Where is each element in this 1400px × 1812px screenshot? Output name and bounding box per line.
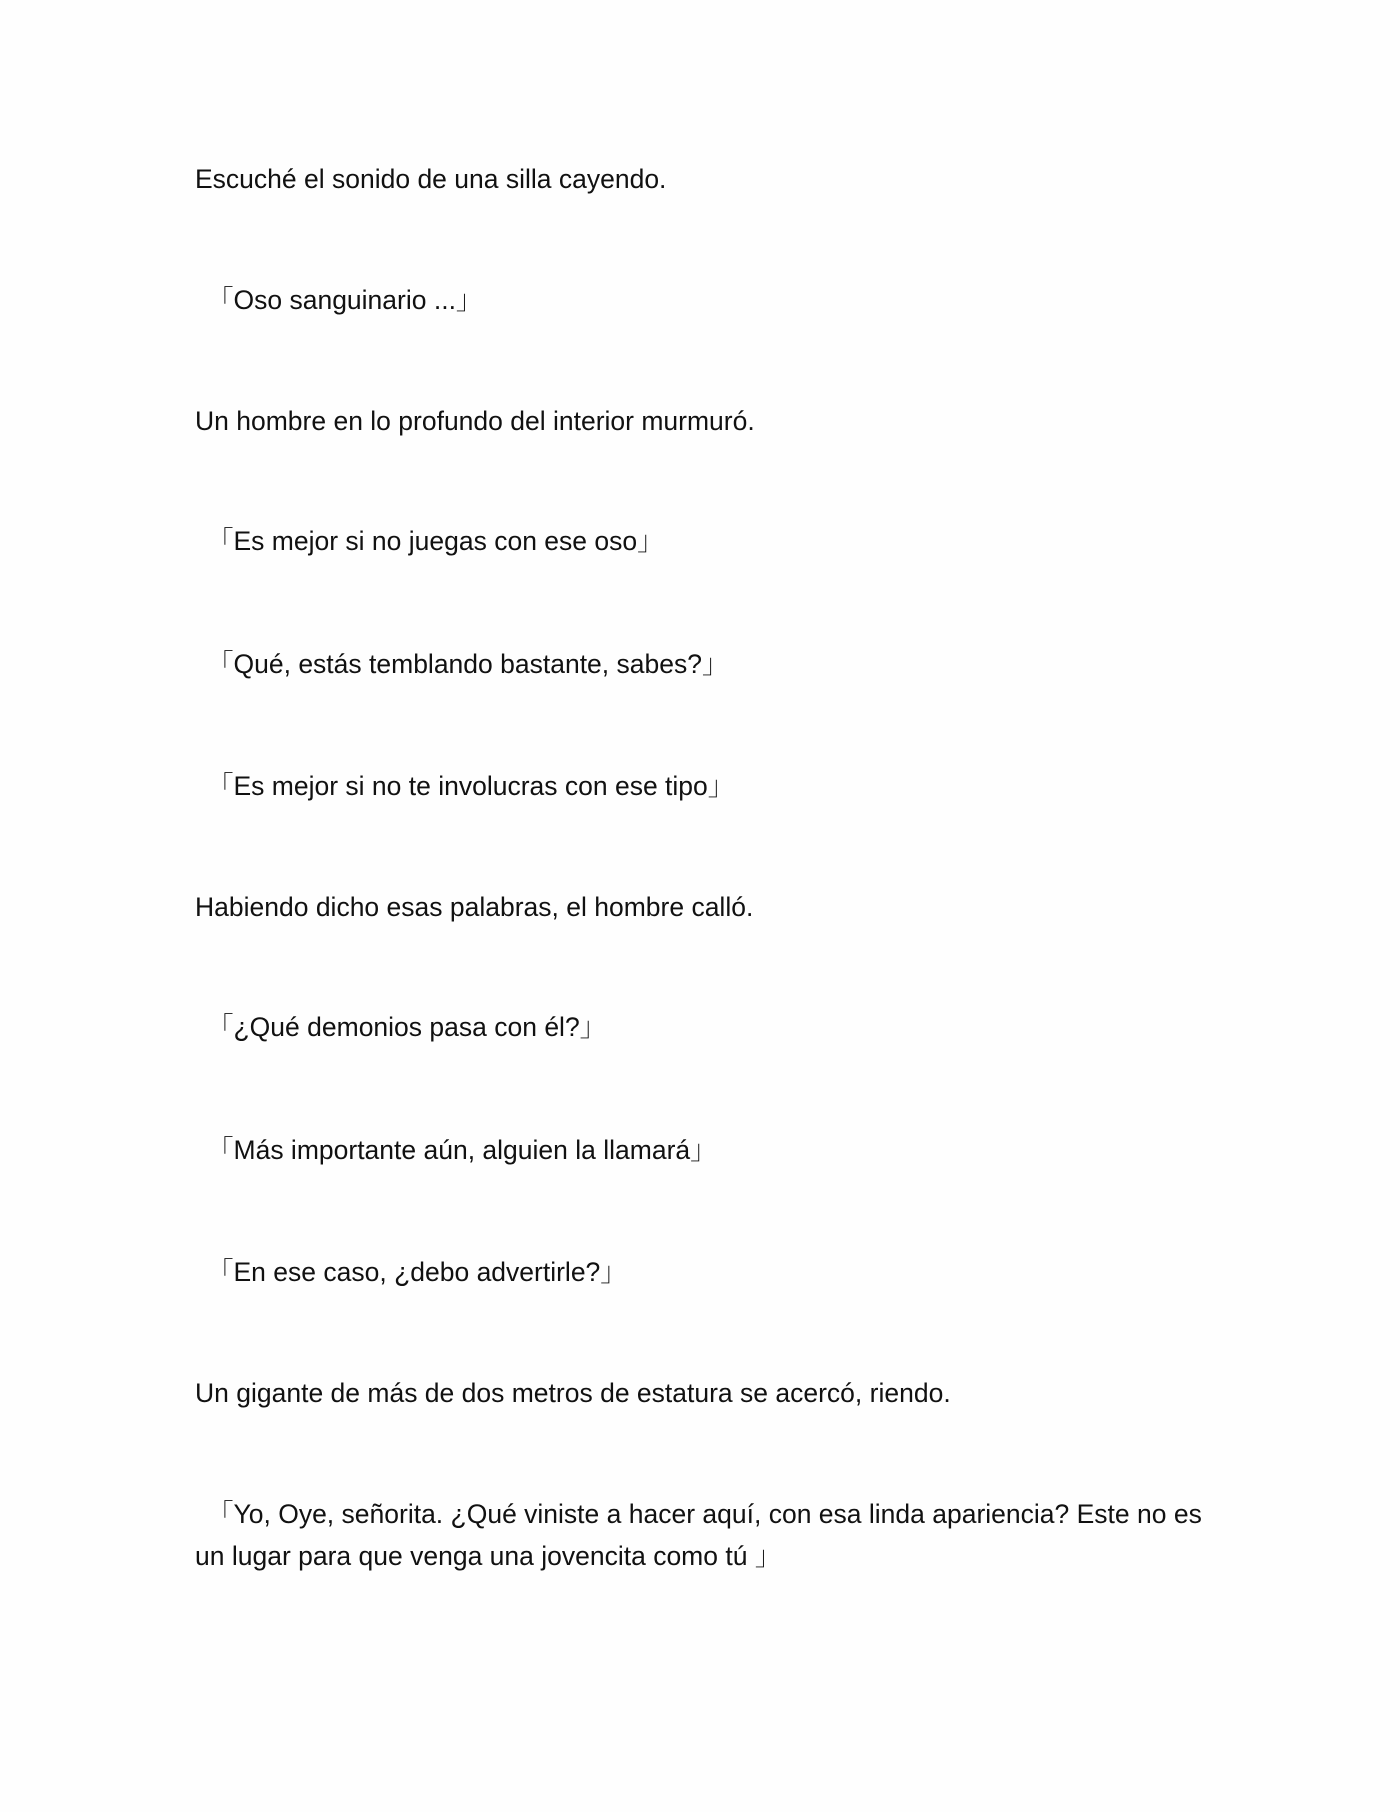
narration-paragraph: Habiendo dicho esas palabras, el hombre calló.	[195, 892, 754, 922]
narration-paragraph: Escuché el sonido de una silla cayendo.	[195, 164, 667, 194]
dialogue-line: 「Yo, Oye, señorita. ¿Qué viniste a hacer aquí, con esa linda apariencia? Este no es un lugar para que venga una jovencita como tú 」	[195, 1499, 1202, 1571]
dialogue-line: 「Más importante aún, alguien la llamará」	[207, 1135, 717, 1165]
dialogue-line: 「Oso sanguinario ...」	[207, 285, 483, 315]
dialogue-line: 「Qué, estás temblando bastante, sabes?」	[207, 649, 729, 679]
narration-paragraph: Un gigante de más de dos metros de estatura se acercó, riendo.	[195, 1378, 951, 1408]
dialogue-line: 「¿Qué demonios pasa con él?」	[207, 1012, 607, 1042]
narration-paragraph: Un hombre en lo profundo del interior murmuró.	[195, 406, 755, 436]
dialogue-line: 「Es mejor si no te involucras con ese tipo」	[207, 771, 735, 801]
dialogue-line: 「Es mejor si no juegas con ese oso」	[207, 526, 664, 556]
dialogue-line: 「En ese caso, ¿debo advertirle?」	[207, 1257, 627, 1287]
